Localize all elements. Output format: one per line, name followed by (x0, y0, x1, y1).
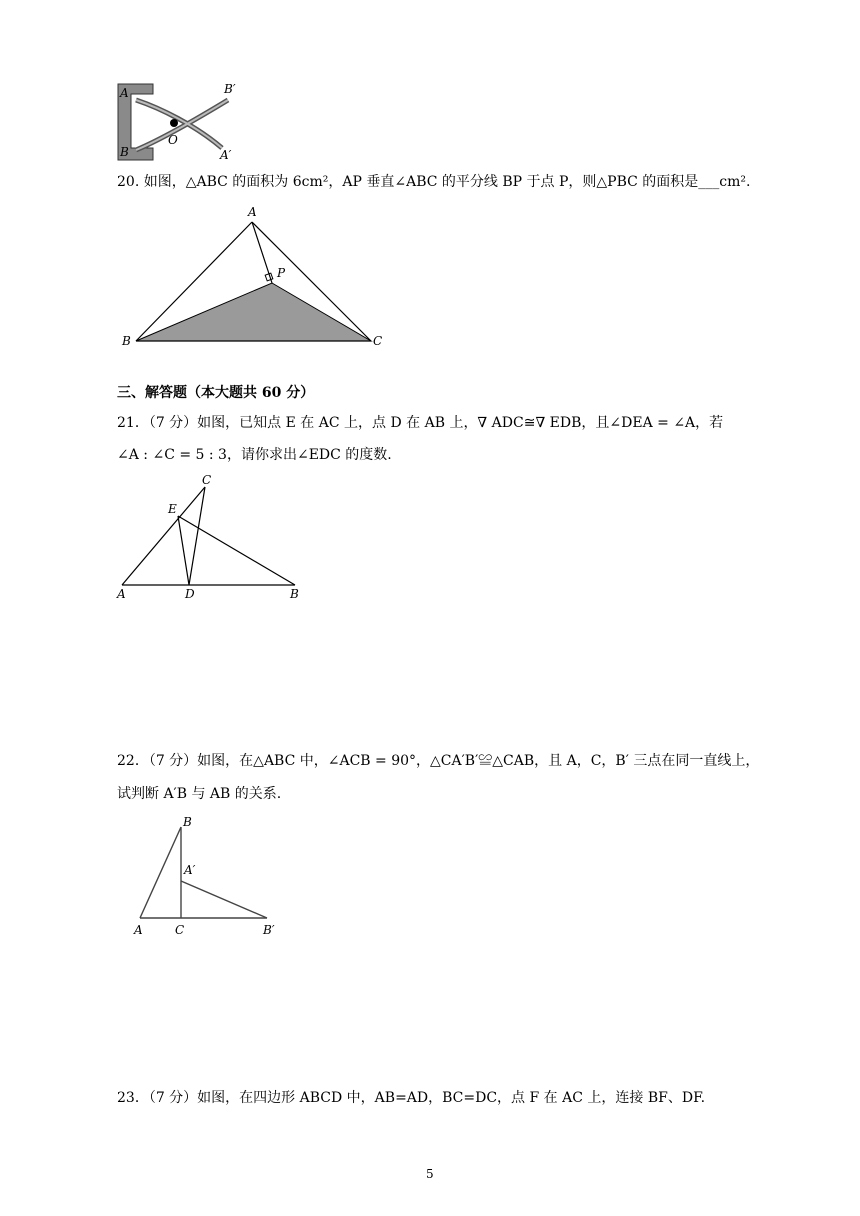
label-A: A (120, 86, 129, 100)
q20-text: 20. 如图，△ABC 的面积为 6cm²，AP 垂直∠ABC 的平分线 BP 于点 P，则△PBC 的面积是___cm². (117, 174, 751, 190)
section-heading: 三、解答题（本大题共 60 分） (117, 385, 315, 401)
q20-label-P: P (277, 266, 286, 280)
q22-label-C: C (175, 923, 185, 937)
q21-label-E: E (168, 502, 177, 516)
side-ab (140, 827, 181, 918)
segment-a-prime-b-prime (181, 881, 267, 918)
q22-label-A-prime: A′ (184, 863, 196, 877)
label-A-prime: A′ (220, 148, 232, 162)
label-B-prime: B′ (224, 82, 236, 96)
q22-label-B: B (183, 815, 192, 829)
q23-line1: 23．（7 分）如图，在四边形 ABCD 中，AB=AD，BC=DC，点 F 在 AC 上，连接 BF、DF. (117, 1090, 706, 1106)
q20-label-B: B (122, 334, 131, 348)
label-O: O (168, 133, 178, 147)
q21-line1: 21．（7 分）如图，已知点 E 在 AC 上，点 D 在 AB 上，∇ ADC≅∇ EDB，且∠DEA = ∠A，若 (117, 415, 724, 431)
q20-label-C: C (373, 334, 383, 348)
q22-label-B-prime: B′ (263, 923, 275, 937)
label-B: B (120, 145, 129, 159)
q22-label-A: A (134, 923, 143, 937)
q20-label-A: A (248, 205, 257, 219)
q21-line2: ∠A : ∠C = 5 : 3，请你求出∠EDC 的度数. (117, 447, 392, 463)
q22-line2: 试判断 A′B 与 AB 的关系. (117, 786, 282, 802)
q22-line1: 22．（7 分）如图，在△ABC 中，∠ACB = 90°，△CA′B′≌△CAB，且 A，C，B′ 三点在同一直线上， (117, 753, 760, 769)
q21-label-C: C (202, 473, 212, 487)
q21-label-D: D (185, 587, 195, 601)
q21-label-A: A (117, 587, 126, 601)
page-number: 5 (426, 1167, 434, 1181)
q21-label-B: B (290, 587, 299, 601)
